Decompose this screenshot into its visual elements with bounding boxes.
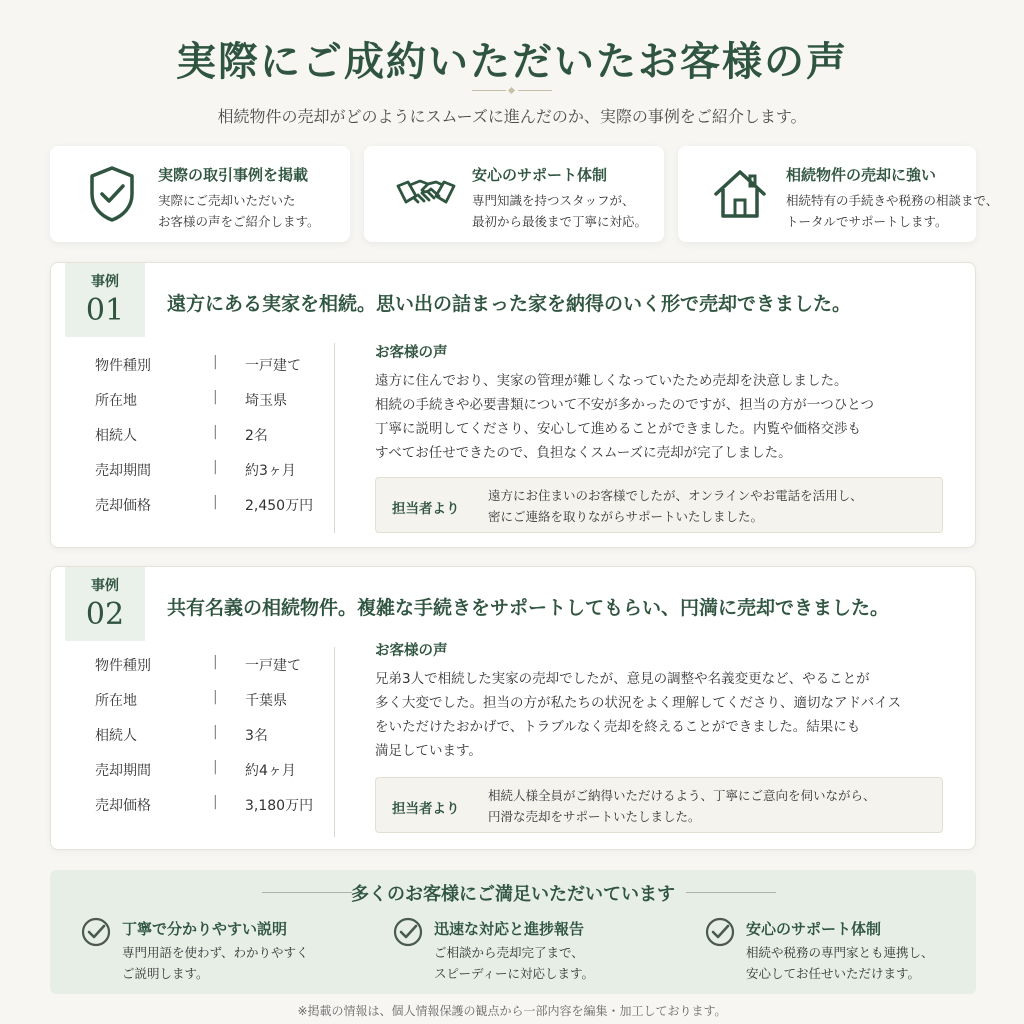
customer-voice-text [375,369,955,465]
desc-line: ご相談から売却完了まで、 [434,945,584,960]
feature-desc-line: 専門知識を持つスタッフが、 [472,193,635,208]
feature-desc-line: お客様の声をご紹介します。 [158,214,320,229]
voice-line: 遠方に住んでおり、実家の管理が難しくなっていたため売却を決意しました。 [375,373,848,389]
feature-title: 安心のサポート体制 [472,166,608,184]
desc-line: ご説明します。 [122,966,209,981]
check-circle-icon [392,916,424,948]
feature-card-transactions [50,146,350,242]
spec-key: 相続人 [95,428,137,444]
customer-voice-heading: お客様の声 [375,345,448,361]
voice-line: 満足しています。 [375,743,482,759]
spec-separator: | [213,759,218,775]
vertical-divider [334,647,335,837]
staff-comment-text [488,485,928,527]
page-subtitle: 相続物件の売却がどのようにスムーズに進んだのか、実際の事例をご紹介します。 [217,107,807,126]
spec-separator: | [213,494,218,510]
voice-line: 多く大変でした。担当の方が私たちの状況をよく理解してくださり、適切なアドバイス [375,695,902,711]
spec-key: 売却期間 [95,463,151,479]
feature-card-inheritance [678,146,999,242]
staff-line: 円滑な売却をサポートいたしました。 [488,809,701,824]
spec-row [95,789,325,824]
spec-key: 売却期間 [95,763,151,779]
spec-row [95,649,325,684]
staff-line: 相続人様全員がご納得いただけるよう、丁寧にご意向を伺いながら、 [488,788,876,803]
feature-card-support [364,146,664,242]
feature-title: 相続物件の売却に強い [786,166,937,184]
desc-line: スピーディーに対応します。 [434,966,595,981]
feature-desc-line: トータルでサポートします。 [786,214,948,229]
spec-key: 売却価格 [95,798,151,814]
spec-separator: | [213,424,218,440]
case-badge-number: 01 [85,293,125,328]
case-title: 遠方にある実家を相続。思い出の詰まった家を納得のいく形で売却できました。 [167,293,852,315]
case-badge-number: 02 [85,597,125,632]
voice-line: 兄弟3人で相続した実家の売却でしたが、意見の調整や名義変更など、やることが [375,671,870,687]
check-circle-icon [80,916,112,948]
check-circle-icon [704,916,736,948]
case-badge-label: 事例 [91,578,119,594]
satisfaction-item-title: 迅速な対応と進捗報告 [434,920,585,938]
customer-voice-text [375,667,955,763]
satisfaction-title: 多くのお客様にご満足いただいています [351,884,675,905]
spec-row [95,754,325,789]
feature-title: 実際の取引事例を掲載 [158,166,309,184]
vertical-divider [334,343,335,533]
spec-separator: | [213,794,218,810]
voice-line: すべてお任せできたので、負担なくスムーズに売却が完了しました。 [375,445,792,461]
spec-value: 約3ヶ月 [245,463,296,479]
satisfaction-item-desc [746,942,934,984]
spec-separator: | [213,689,218,705]
title-divider [472,88,552,94]
spec-value: 埼玉県 [245,393,287,409]
feature-desc [158,190,320,232]
feature-desc-line: 最初から最後まで丁寧に対応。 [472,214,648,229]
staff-comment-box [375,477,943,533]
spec-row [95,719,325,754]
spec-value: 2名 [245,428,268,444]
page-title: 実際にご成約いただいたお客様の声 [176,38,848,85]
case-badge [65,263,145,337]
spec-value: 千葉県 [245,693,287,709]
case-badge-label: 事例 [91,274,119,290]
spec-separator: | [213,724,218,740]
spec-key: 所在地 [95,693,137,709]
satisfaction-item [704,916,966,986]
case-card-02 [50,566,976,850]
spec-row [95,489,325,524]
staff-comment-label: 担当者より [392,801,460,817]
desc-line: 安心してお任せいただけます。 [746,966,921,981]
desc-line: 専門用語を使わず、わかりやすく [122,945,309,960]
spec-row [95,419,325,454]
spec-value: 3,180万円 [245,798,314,814]
staff-comment-box [375,777,943,833]
spec-row [95,349,325,384]
feature-desc-line: 実際にご売却いただいた [158,193,296,208]
footnote: ※掲載の情報は、個人情報保護の観点から一部内容を編集・加工しております。 [297,1004,727,1018]
staff-comment-text [488,785,928,827]
spec-value: 約4ヶ月 [245,763,296,779]
case-title: 共有名義の相続物件。複雑な手続きをサポートしてもらい、円満に売却できました。 [167,597,890,619]
spec-separator: | [213,654,218,670]
spec-row [95,684,325,719]
spec-value: 3名 [245,728,268,744]
case-badge [65,567,145,641]
satisfaction-item-title: 丁寧で分かりやすい説明 [122,920,288,938]
shield-check-icon [80,162,144,226]
spec-key: 物件種別 [95,358,151,374]
voice-line: をいただけたおかげで、トラブルなく売却を終えることができました。結果にも [375,719,861,735]
spec-separator: | [213,459,218,475]
spec-value: 一戸建て [245,358,301,374]
satisfaction-item-desc [122,942,309,984]
customer-voice-heading: お客様の声 [375,643,448,659]
satisfaction-item-title: 安心のサポート体制 [746,920,882,938]
satisfaction-item-desc [434,942,594,984]
desc-line: 相続や税務の専門家とも連携し、 [746,945,934,960]
feature-desc [786,190,998,232]
spec-key: 物件種別 [95,658,151,674]
spec-key: 所在地 [95,393,137,409]
staff-line: 遠方にお住まいのお客様でしたが、オンラインやお電話を活用し、 [488,488,863,503]
spec-row [95,384,325,419]
spec-value: 2,450万円 [245,498,314,514]
spec-key: 売却価格 [95,498,151,514]
satisfaction-item [392,916,682,986]
handshake-icon [394,162,458,226]
house-icon [708,162,772,226]
spec-separator: | [213,389,218,405]
voice-line: 相続の手続きや必要書類について不安が多かったのですが、担当の方が一つひとつ [375,397,874,413]
spec-row [95,454,325,489]
satisfaction-item [80,916,370,986]
feature-cards [50,146,999,242]
spec-value: 一戸建て [245,658,301,674]
spec-key: 相続人 [95,728,137,744]
case-card-01 [50,262,976,548]
feature-desc [472,190,647,232]
voice-line: 丁寧に説明してくださり、安心して進めることができました。内覧や価格交渉も [375,421,861,437]
staff-comment-label: 担当者より [392,501,460,517]
staff-line: 密にご連絡を取りながらサポートいたしました。 [488,509,764,524]
satisfaction-panel [50,870,976,994]
feature-desc-line: 相続特有の手続きや税務の相談まで、 [786,193,999,208]
spec-separator: | [213,354,218,370]
property-specs [95,649,325,824]
property-specs [95,349,325,524]
